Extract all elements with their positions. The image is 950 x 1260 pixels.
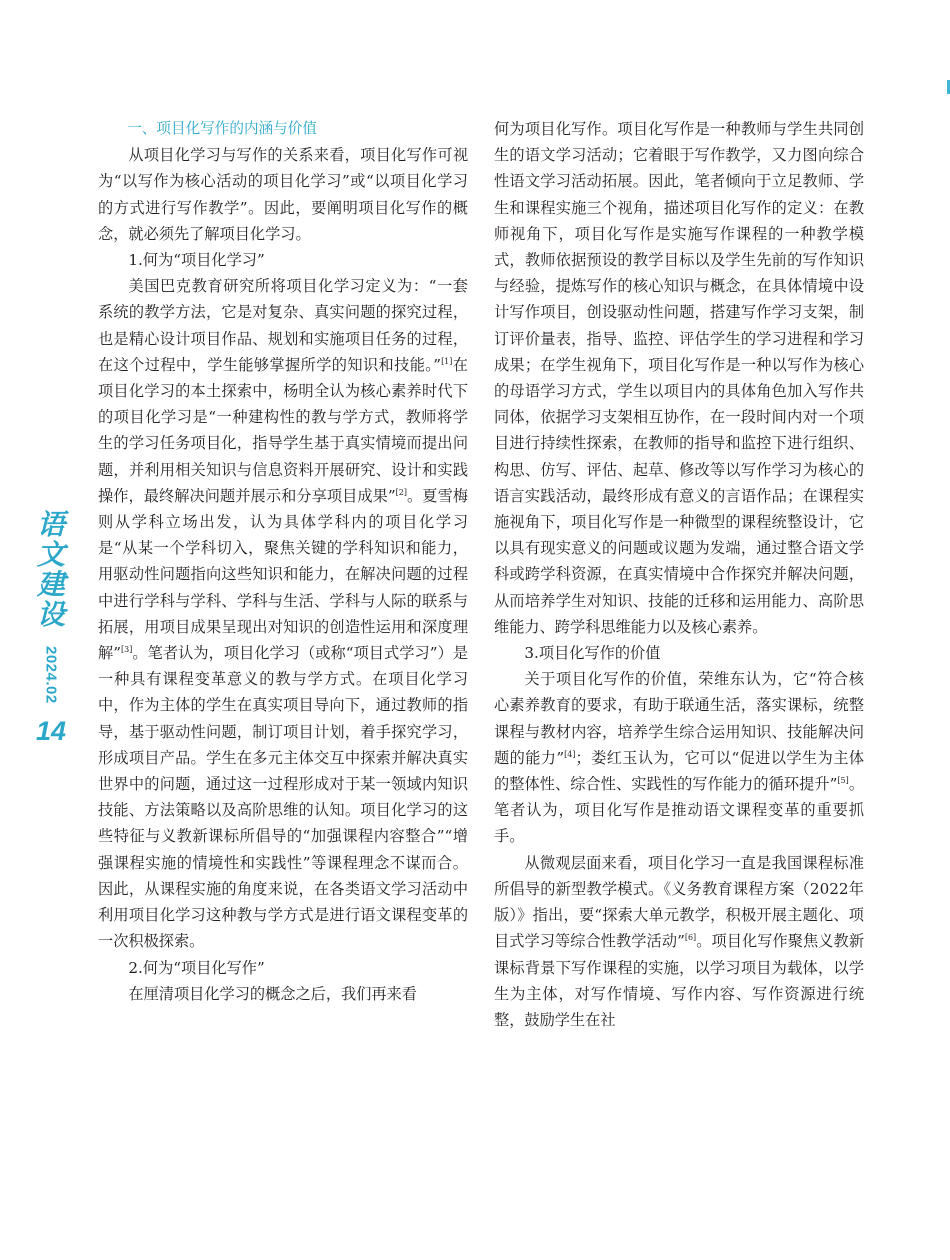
citation-2: [2] xyxy=(395,487,407,497)
text-segment: ；娄红玉认为，它可以“促进以学生为主体的整体性、综合性、实践性的写作能力的循环提升” xyxy=(494,748,865,794)
text-segment: 。项目化写作聚焦义教新课标背景下写作课程的实施，以学习项目为载体，以学生为主体，对写作情境、写作内容、写作资源进行统整，鼓励学生在社 xyxy=(494,932,865,1029)
paragraph-value xyxy=(494,666,864,849)
page-number: 14 xyxy=(35,715,67,746)
left-column xyxy=(98,116,468,1007)
brand-char-3: 建 xyxy=(36,568,65,601)
subheading-3: 3.项目化写作的价值 xyxy=(524,644,661,663)
text-segment: 在项目化学习的本土探索中，杨明全认为核心素养时代下的项目化学习是“一种建构性的教与学方式，教师将学生的学习任务项目化，指导学生基于真实情境而提出问题，并利用相关知识与信息资料开展研究、设计和实践操作，最终解决问题并展示和分享项目成果” xyxy=(98,355,468,505)
citation-5: [5] xyxy=(837,776,849,786)
citation-1: [1] xyxy=(441,356,453,366)
section-heading: 一、项目化写作的内涵与价值 xyxy=(127,120,317,137)
right-column xyxy=(494,116,864,1033)
brand-char-1: 语 xyxy=(36,508,65,541)
brand-char-2: 文 xyxy=(36,538,65,571)
text-segment: 关于项目化写作的价值，荣维东认为，它“符合核心素养教育的要求，有助于联通生活，落实课标，统整课程与教材内容，培养学生综合运用知识、技能解决问题的能力” xyxy=(494,670,864,767)
subheading-1: 1.何为“项目化学习” xyxy=(128,251,265,270)
text-segment: 。笔者认为，项目化学习（或称“项目式学习”）是一种具有课程变革意义的教与学方式。在项目化学习中，作为主体的学生在真实项目导向下，通过教师的指导，基于驱动性问题，制订项目计划，着手探究学习，形成项目产品。学生在多元主体交互中探索并解决真实世界中的问题，通过这一过程形成对于某一领域内知识技能、方法策略以及高阶思维的认知。项目化学习的这些特征与义教新课标所倡导的“加强课程内容整合”“增强课程实施的情境性和实践性”等课程理念不谋而合。因此，从课程实施的角度来说，在各类语文学习活动中利用项目化学习这种教与学方式是进行语文课程变革的一次积极探索。 xyxy=(98,644,469,951)
brand-char-4: 设 xyxy=(36,598,65,631)
issue-number: 2024.02 xyxy=(42,646,60,704)
paragraph-intro: 从项目化学习与写作的关系来看，项目化写作可视为“以写作为核心活动的项目化学习”或“以项目化学习的方式进行写作教学”。因此，要阐明项目化写作的概念，就必须先了解项目化学习。 xyxy=(98,146,468,243)
paragraph-continued: 何为项目化写作。项目化写作是一种教师与学生共同创生的语文学习活动；它着眼于写作教学，又力图向综合性语文学习活动拓展。因此，笔者倾向于立足教师、学生和课程实施三个视角，描述项目化写作的定义：在教师视角下，项目化写作是实施写作课程的一种教学模式，教师依据预设的教学目标以及学生先前的写作知识与经验，提炼写作的核心知识与概念，在具体情境中设计写作项目，创设驱动性问题，搭建写作学习支架，制订评价量表，指导、监控、评估学生的学习进程和学习成果；在学生视角下，项目化写作是一种以写作为核心的母语学习方式，学生以项目内的具体角色加入写作共同体，依据学习支架相互协作，在一段时间内对一个项目进行持续性探索，在教师的指导和监控下进行组织、构思、仿写、评估、起草、修改等以写作学习为核心的语言实践活动，最终形成有意义的言语作品；在课程实施视角下，项目化写作是一种微型的课程统整设计，它以具有现实意义的问题或议题为发端，通过整合语文学科或跨学科资源，在真实情境中合作探究并解决问题，从而培养学生对知识、技能的迁移和运用能力、高阶思维能力、跨学科思维能力以及核心素养。 xyxy=(494,120,864,636)
paragraph-definition xyxy=(98,273,468,954)
paragraph-transition: 在厘清项目化学习的概念之后，我们再来看 xyxy=(128,984,417,1003)
citation-6: [6] xyxy=(684,933,697,943)
citation-3: [3] xyxy=(121,645,133,655)
paragraph-micro-level xyxy=(494,850,864,1033)
subheading-2: 2.何为“项目化写作” xyxy=(128,958,265,977)
margin-brand xyxy=(26,510,76,747)
text-segment: 美国巴克教育研究所将项目化学习定义为：“一套系统的教学方法，它是对复杂、真实问题的探究过程，也是精心设计项目作品、规划和实施项目任务的过程，在这个过程中，学生能够掌握所学的知识和技能。” xyxy=(98,277,468,374)
citation-4: [4] xyxy=(564,749,576,759)
text-segment: 。夏雪梅则从学科立场出发，认为具体学科内的项目化学习是“从某一个学科切入，聚焦关键的学科知识和能力，用驱动性问题指向这些知识和能力，在解决问题的过程中进行学科与学科、学科与生活、学科与人际的联系与拓展，用项目成果呈现出对知识的创造性运用和深度理解” xyxy=(98,486,469,663)
text-segment: 从微观层面来看，项目化学习一直是我国课程标准所倡导的新型教学模式。《义务教育课程方案（2022年版）》指出，要“探索大单元教学，积极开展主题化、项目式学习等综合性教学活动” xyxy=(494,853,864,951)
text-segment: 。笔者认为，项目化写作是推动语文课程变革的重要抓手。 xyxy=(494,775,865,846)
